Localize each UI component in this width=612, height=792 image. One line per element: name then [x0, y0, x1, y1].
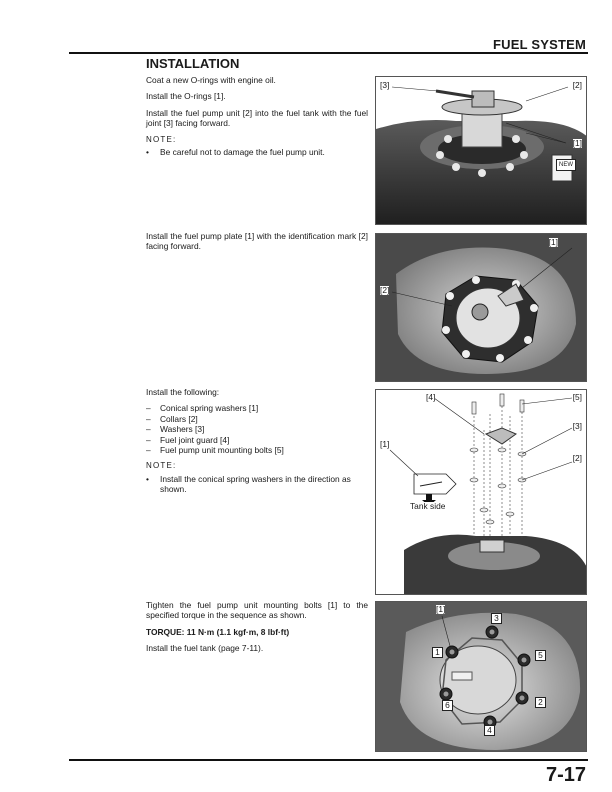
sequence-number: 4 — [484, 725, 495, 736]
fuel-pump-illustration — [376, 77, 587, 225]
step1-text — [146, 75, 368, 157]
step3-note: • Install the conical spring washers in the direction as shown. — [146, 474, 368, 495]
step4-p1: Tighten the fuel pump unit mounting bolts [1] to the specified torque in the sequence as shown. — [146, 600, 368, 621]
bolt-sequence-illustration — [376, 602, 587, 752]
sequence-number: 5 — [535, 650, 546, 661]
exploded-view-illustration — [376, 390, 587, 595]
sequence-number: 6 — [442, 700, 453, 711]
part-list-item: – Fuel joint guard [4] — [146, 434, 230, 445]
new-part-icon: NEW — [556, 159, 576, 171]
fig2-label-1: [1] — [548, 237, 558, 247]
fig1-label-1: [1] — [572, 138, 582, 148]
sequence-number: 3 — [491, 613, 502, 624]
step3-note-text: Install the conical spring washers in the direction as shown. — [160, 473, 351, 495]
fuel-pump-plate-figure — [375, 233, 587, 382]
fig3-label-3: [3] — [572, 421, 582, 431]
torque-spec: TORQUE: 11 N·m (1.1 kgf·m, 8 lbf·ft) — [146, 626, 290, 637]
sequence-number: 1 — [432, 647, 443, 658]
tank-side-label: Tank side — [410, 501, 446, 511]
header-rule — [69, 52, 588, 54]
part-list-item: – Conical spring washers [1] — [146, 403, 259, 414]
step1-note-text: Be careful not to damage the fuel pump unit. — [160, 147, 325, 158]
fig3-label-2: [2] — [572, 453, 582, 463]
part-list-item: – Collars [2] — [146, 413, 198, 424]
mounting-parts-figure — [375, 389, 587, 595]
fig3-label-1: [1] — [380, 439, 390, 449]
step1-note: • Be careful not to damage the fuel pump unit. — [146, 147, 325, 158]
fig1-label-3: [3] — [380, 80, 390, 90]
fig3-label-5: [5] — [572, 392, 582, 402]
fuel-pump-plate-illustration — [376, 234, 587, 382]
step4-text — [146, 600, 368, 660]
bolt-sequence-figure — [375, 601, 587, 752]
step2-p1: Install the fuel pump plate [1] with the identification mark [2] facing forward. — [146, 231, 368, 252]
fig1-label-2: [2] — [572, 80, 582, 90]
step3-note-label: NOTE: — [146, 461, 177, 471]
fuel-pump-unit-figure — [375, 76, 587, 225]
footer-rule — [69, 759, 588, 761]
step1-p3: Install the fuel pump unit [2] into the fuel tank with the fuel joint [3] facing forward. — [146, 107, 368, 129]
step4-p2: Install the fuel tank (page 7-11). — [146, 643, 264, 654]
step1-p1: Coat a new O-rings with engine oil. — [146, 75, 276, 85]
fig2-label-2: [2] — [380, 285, 390, 295]
part-list-item: – Fuel pump unit mounting bolts [5] — [146, 445, 284, 456]
fig3-label-4: [4] — [426, 392, 436, 402]
step3-text — [146, 387, 368, 495]
step2-text — [146, 231, 368, 258]
step1-note-label: NOTE: — [146, 134, 177, 144]
section-title: FUEL SYSTEM — [493, 37, 586, 52]
sequence-number: 2 — [535, 697, 546, 708]
fig4-label-1: [1] — [436, 604, 446, 614]
page-number: 7-17 — [545, 764, 586, 786]
step3-p1: Install the following: — [146, 387, 220, 397]
part-list-item: – Washers [3] — [146, 424, 205, 435]
installation-heading: INSTALLATION — [146, 56, 240, 71]
step1-p2: Install the O-rings [1]. — [146, 91, 226, 102]
